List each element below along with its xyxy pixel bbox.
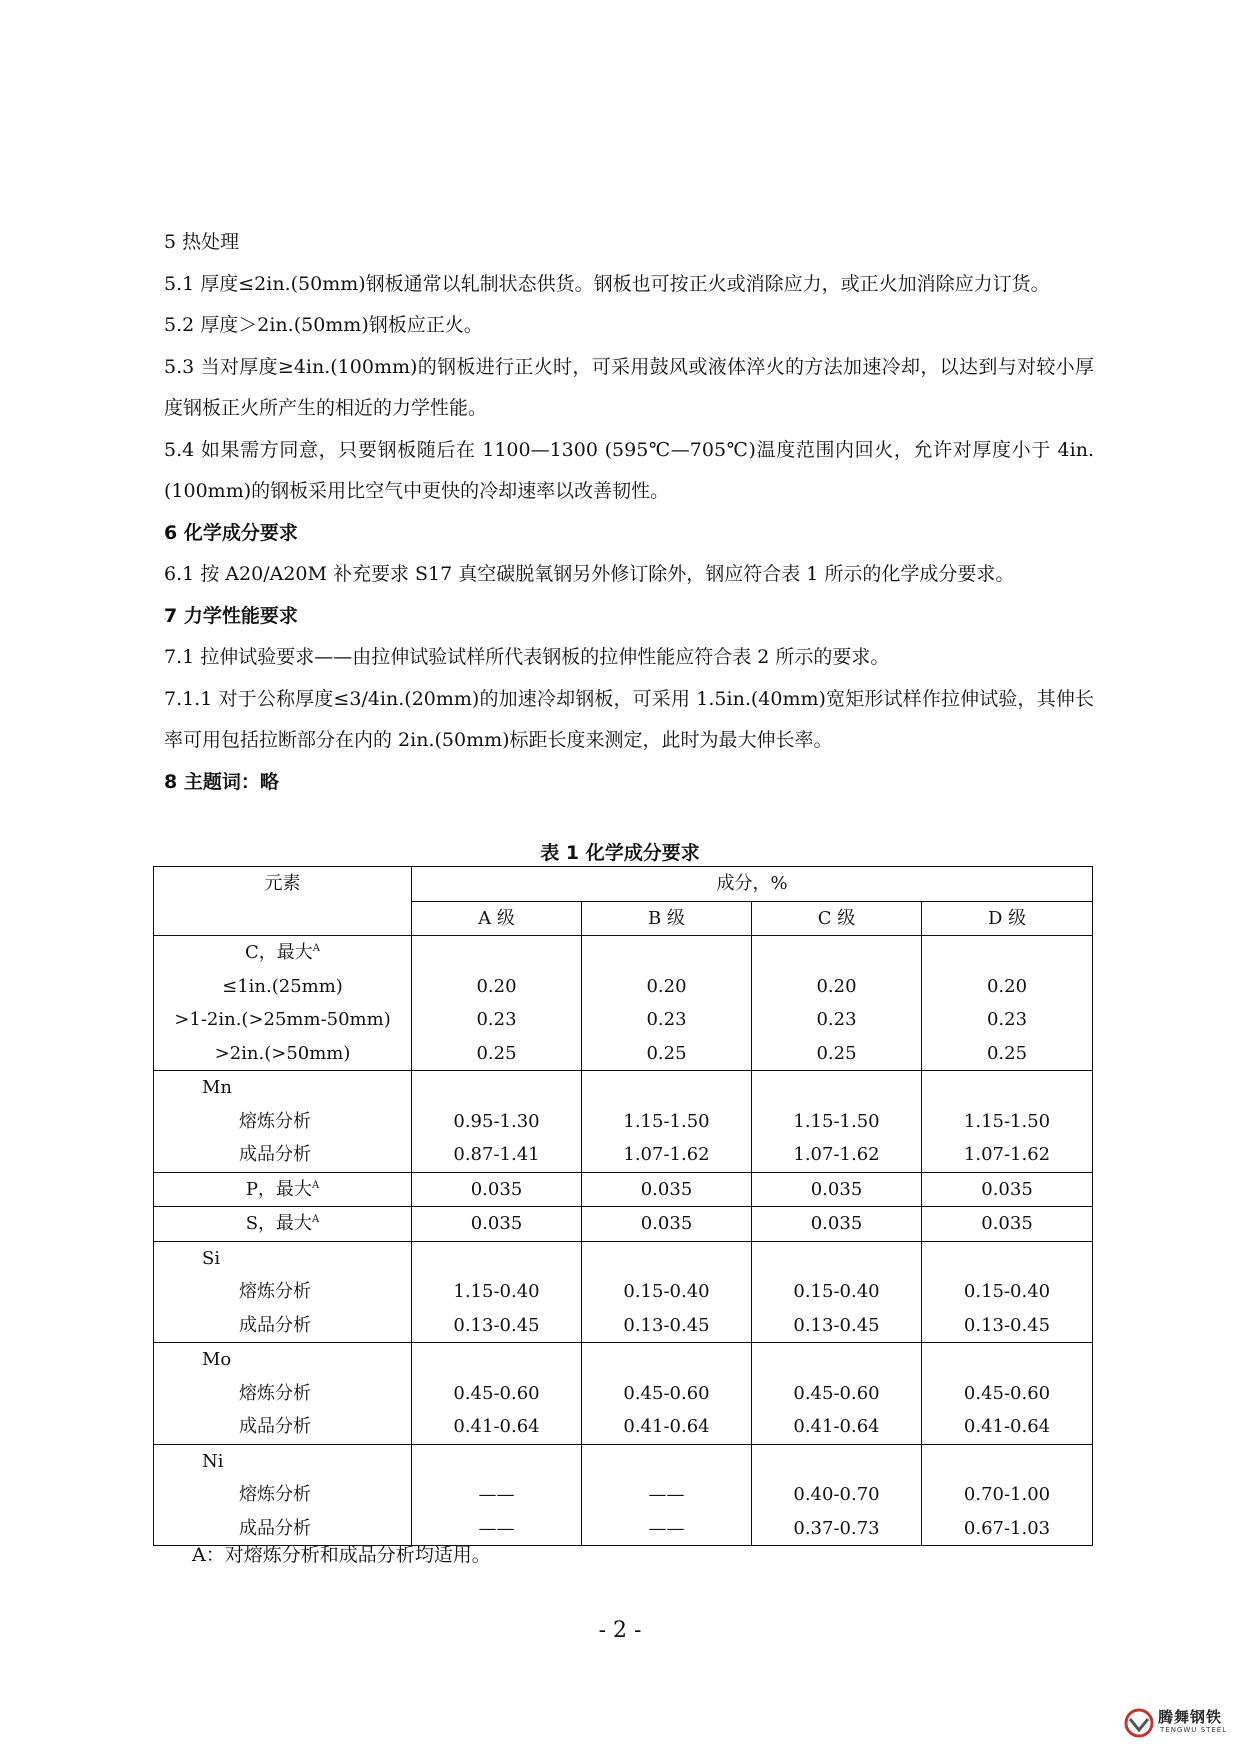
page-number: - 2 -	[598, 1618, 642, 1643]
table-row	[154, 1444, 1093, 1546]
mo-grade-b: 0.45-0.60 0.41-0.64	[582, 1343, 752, 1445]
table-footnote: A：对熔炼分析和成品分析均适用。	[192, 1544, 491, 1566]
element-c: C，最大$^A$ ≤1in.(25mm) >1-2in.(>25mm-50mm) >2in.(>50mm)	[154, 936, 412, 1071]
table-row	[154, 1071, 1093, 1173]
s-grade-b: 0.035	[582, 1207, 752, 1242]
element-s: S，最大$^A$	[154, 1207, 412, 1242]
section-5-3: 5.3 当对厚度≥4in.(100mm)的钢板进行正火时，可采用鼓风或液体淬火的方法加速冷却，以达到与对较小厚度钢板正火所产生的相近的力学性能。	[164, 355, 1094, 419]
mn-grade-b: 1.15-1.50 1.07-1.62	[582, 1071, 752, 1173]
c-grade-c: 0.20 0.23 0.25	[752, 936, 922, 1071]
element-p: P，最大$^A$	[154, 1172, 412, 1207]
header-composition: 成分，%	[412, 867, 1093, 902]
document-body	[164, 222, 1094, 803]
section-7-1: 7.1 拉伸试验要求——由拉伸试验试样所代表钢板的拉伸性能应符合表 2 所示的要求。	[164, 646, 890, 668]
mn-grade-d: 1.15-1.50 1.07-1.62	[922, 1071, 1093, 1173]
grade-b: B 级	[582, 901, 752, 936]
logo-name-en: TENGWU STEEL	[1160, 1726, 1228, 1734]
p-grade-c: 0.035	[752, 1172, 922, 1207]
header-element: 元素	[154, 867, 412, 936]
section-6-title: 6 化学成分要求	[164, 521, 298, 544]
element-si: Si 熔炼分析 成品分析	[154, 1241, 412, 1343]
ni-grade-b: —— ——	[582, 1444, 752, 1546]
si-grade-a: 1.15-0.40 0.13-0.45	[412, 1241, 582, 1343]
ni-grade-d: 0.70-1.00 0.67-1.03	[922, 1444, 1093, 1546]
table-row	[154, 1343, 1093, 1445]
table-title: 表 1 化学成分要求	[540, 842, 700, 864]
company-logo	[1124, 1702, 1236, 1742]
p-grade-a: 0.035	[412, 1172, 582, 1207]
c-grade-a: 0.20 0.23 0.25	[412, 936, 582, 1071]
c-grade-d: 0.20 0.23 0.25	[922, 936, 1093, 1071]
mo-grade-a: 0.45-0.60 0.41-0.64	[412, 1343, 582, 1445]
c-grade-b: 0.20 0.23 0.25	[582, 936, 752, 1071]
ni-grade-a: —— ——	[412, 1444, 582, 1546]
table-row	[154, 1172, 1093, 1207]
chemical-composition-table	[153, 866, 1093, 1546]
table-header-row	[154, 867, 1093, 902]
mn-grade-a: 0.95-1.30 0.87-1.41	[412, 1071, 582, 1173]
table-row	[154, 1207, 1093, 1242]
element-mn: Mn 熔炼分析 成品分析	[154, 1071, 412, 1173]
section-7-title: 7 力学性能要求	[164, 604, 298, 627]
mn-grade-c: 1.15-1.50 1.07-1.62	[752, 1071, 922, 1173]
grade-a: A 级	[412, 901, 582, 936]
section-6-1: 6.1 按 A20/A20M 补充要求 S17 真空碳脱氧钢另外修订除外，钢应符合表 1 所示的化学成分要求。	[164, 563, 1015, 585]
s-grade-c: 0.035	[752, 1207, 922, 1242]
s-grade-d: 0.035	[922, 1207, 1093, 1242]
p-grade-b: 0.035	[582, 1172, 752, 1207]
section-5-4: 5.4 如果需方同意，只要钢板随后在 1100—1300 (595℃—705℃)温度范围内回火，允许对厚度小于 4in.(100mm)的钢板采用比空气中更快的冷却速率以改善韧性。	[164, 438, 1094, 502]
section-5-2: 5.2 厚度＞2in.(50mm)钢板应正火。	[164, 314, 483, 336]
si-grade-c: 0.15-0.40 0.13-0.45	[752, 1241, 922, 1343]
grade-d: D 级	[922, 901, 1093, 936]
mo-grade-d: 0.45-0.60 0.41-0.64	[922, 1343, 1093, 1445]
table-row	[154, 1241, 1093, 1343]
si-grade-d: 0.15-0.40 0.13-0.45	[922, 1241, 1093, 1343]
mo-grade-c: 0.45-0.60 0.41-0.64	[752, 1343, 922, 1445]
p-grade-d: 0.035	[922, 1172, 1093, 1207]
logo-name-cn: 腾舞钢铁	[1158, 1708, 1223, 1726]
s-grade-a: 0.035	[412, 1207, 582, 1242]
section-5-1: 5.1 厚度≤2in.(50mm)钢板通常以轧制状态供货。钢板也可按正火或消除应力，或正火加消除应力订货。	[164, 272, 1050, 295]
section-7-1-1: 7.1.1 对于公称厚度≤3/4in.(20mm)的加速冷却钢板，可采用 1.5in.(40mm)宽矩形试样作拉伸试验，其伸长率可用包括拉断部分在内的 2in.(50mm)标距长度来测定，此时为最大伸长率。	[164, 687, 1094, 751]
section-8-title: 8 主题词：略	[164, 770, 279, 793]
element-ni: Ni 熔炼分析 成品分析	[154, 1444, 412, 1546]
logo-mark-icon	[1124, 1708, 1154, 1738]
section-5-title: 5 热处理	[164, 231, 240, 253]
si-grade-b: 0.15-0.40 0.13-0.45	[582, 1241, 752, 1343]
element-mo: Mo 熔炼分析 成品分析	[154, 1343, 412, 1445]
table-row	[154, 936, 1093, 1071]
grade-c: C 级	[752, 901, 922, 936]
ni-grade-c: 0.40-0.70 0.37-0.73	[752, 1444, 922, 1546]
